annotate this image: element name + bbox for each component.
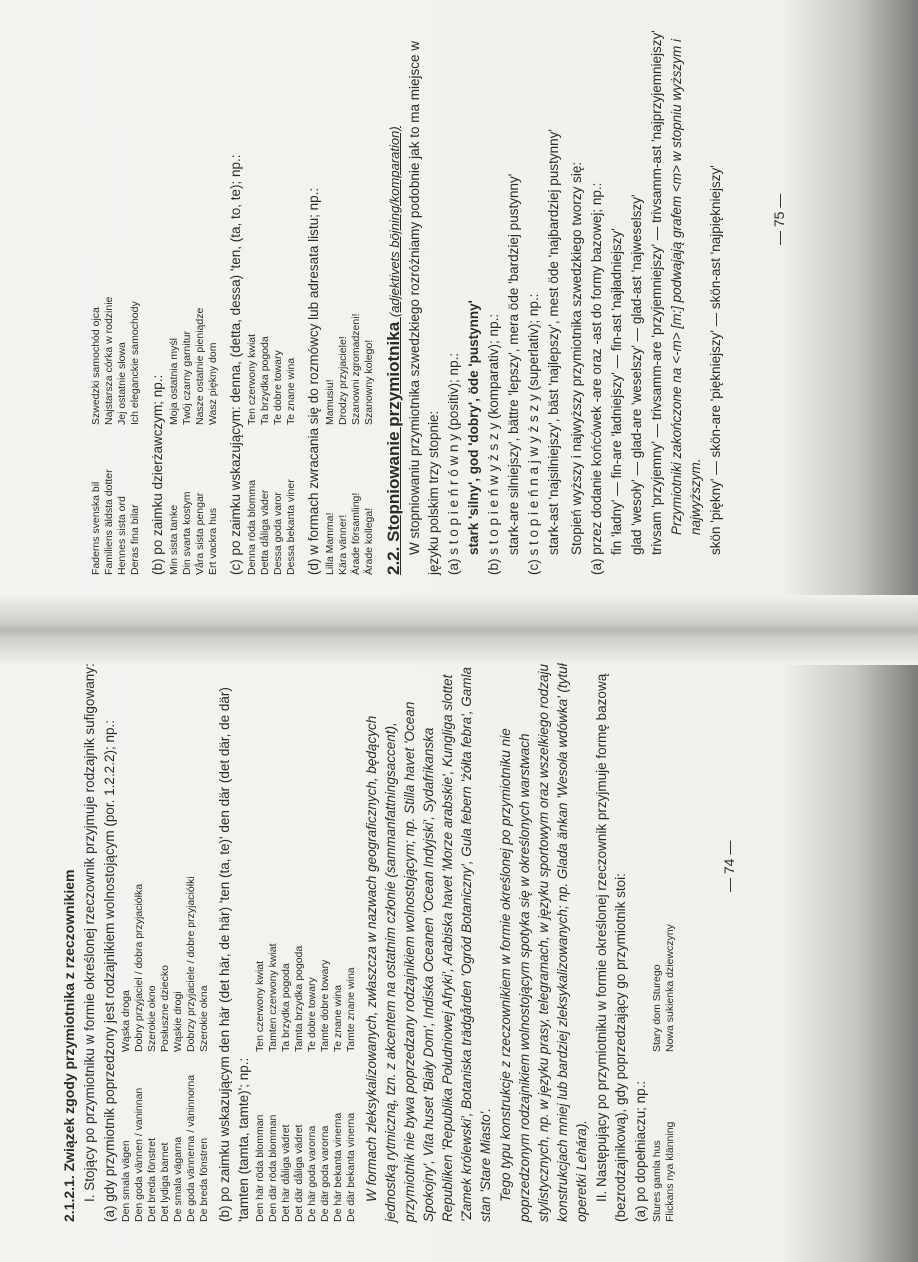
swedish-example: Dessa bekanta viner <box>285 479 297 575</box>
example-row <box>324 15 337 575</box>
example-row <box>363 15 376 575</box>
example-row <box>207 15 220 575</box>
polish-translation: Nasze ostatnie pieniądze <box>194 307 206 425</box>
example-row <box>90 15 103 575</box>
swedish-example: Det breda fönstret <box>146 1137 158 1222</box>
paragraph: skön 'piękny' — skön-are 'piękniejszy' — skön-ast 'najpiękniejszy' <box>708 165 723 555</box>
swedish-example: Faderns svenska bil <box>90 481 102 575</box>
paragraph: W formach zleksykalizowanych, zwłaszcza w nazwach geograficznych, będących jednostką rytmiczną, tzn. z akcentem na ostatnim członie (sammanfattningsaccent), przymiotnik nie bywa poprzedzany rodzajnikiem wolnostojącym; np. Stilla havet 'Ocean Spokojny', Vita huset 'Biały Dom', Indiska Oceanen 'Ocean Indyjski', Sydafrikanska Republiken 'Republika Południowej Afryki', Arabiska havet 'Morze arabskie', Kungliga slottet 'Zamek królewski', Botaniska trädgården 'Ogród Botaniczny', Gula febern 'żółta febra', Gamla stan 'Stare Miasto'. <box>364 667 493 1222</box>
swedish-example: Lilla Mamma! <box>324 512 336 575</box>
polish-translation: Szanowny kolego! <box>363 339 375 425</box>
example-row <box>319 662 332 1222</box>
polish-translation: Szanowni zgromadzeni! <box>350 313 362 425</box>
polish-translation: Te dobre towary <box>272 350 284 425</box>
paragraph: Tego typu konstrukcje z rzeczownikiem w formie określonej po przymiotniku nie poprzedzonym rodzajnikiem wolnostojącym spotyka się w określonych warstwach stylistycznych, np. w języku prasy, telegramach, w języku sportowym oraz wszelkiego rodzaju konstrukcjach mniej lub bardziej zleksykalizowanych; np. Glada änkan 'Wesoła wdówka' (tytuł operetki Lehára). <box>498 663 589 1222</box>
example-row <box>103 15 116 575</box>
polish-translation: Ta brzydka pogoda <box>259 336 271 425</box>
paragraph: Stopień wyższy i najwyższy przymiotnika szwedzkiego tworzy się: <box>569 161 584 555</box>
example-row <box>133 662 146 1222</box>
swedish-example: De där goda varorna <box>319 1125 331 1222</box>
swedish-example: De goda vännerna / väninnorna <box>185 1074 197 1222</box>
example-row <box>129 15 142 575</box>
paragraph: II. Następujący po przymiotniku w formie określonej rzeczownik przyjmuje formę bazową (bezrodzajnikową), gdy poprzedzający go przymiotnik stoi: <box>594 673 628 1222</box>
polish-translation: Wasz piękny dom <box>207 342 219 425</box>
polish-translation: Wąskie drogi <box>172 991 184 1052</box>
section-heading: 2.1.2.1. Związek zgody przymiotnika z rzeczownikiem <box>61 869 77 1222</box>
polish-translation: Dobry przyjaciel / dobra przyjaciółka <box>133 883 145 1052</box>
example-row <box>194 15 207 575</box>
swedish-example: De här goda varorna <box>306 1125 318 1222</box>
example-list <box>246 15 298 575</box>
swedish-example: Kära vänner! <box>337 514 349 575</box>
polish-translation: Twój czarny garnitur <box>181 331 193 425</box>
example-row <box>280 662 293 1222</box>
example-list <box>651 662 677 1222</box>
polish-translation: Szerokie okna <box>198 985 210 1052</box>
paragraph: stark 'silny', god 'dobry', öde 'pustynny' <box>466 300 481 555</box>
paragraph: (a) gdy przymiotnik poprzedzony jest rodzajnikiem wolnostojącym (por. 1.2.2.2); np.: <box>102 720 117 1222</box>
example-list <box>254 662 358 1222</box>
page-number: — 75 — <box>771 193 787 245</box>
paragraph: trivsam 'przyjemny' — trivsamm-are 'przyjemniejszy' — trivsamm-ast 'najprzyjemniejszy' <box>649 30 664 555</box>
example-row <box>350 15 363 575</box>
paragraph: Przymiotniki zakończone na <-m> [m:] podwajają grafem <m> w stopniu wyższym i najwyższym. <box>669 39 703 535</box>
polish-translation: Tamten czerwony kwiat <box>267 943 279 1052</box>
polish-translation: Mamusiu! <box>324 379 336 425</box>
paragraph: stark-ast 'najsilniejszy', bäst 'najlepszy', mest öde 'najbardziej pustynny' <box>546 129 561 555</box>
swedish-example: Den där röda blomman <box>267 1114 279 1222</box>
paragraph: (a) s t o p i e ń r ó w n y (positiv); np.: <box>446 352 461 575</box>
polish-translation: Stary dom Sturego <box>651 964 663 1052</box>
example-row <box>267 662 280 1222</box>
swedish-example: De breda fönstren <box>198 1137 210 1222</box>
swedish-example: Hennes sista ord <box>116 496 128 575</box>
polish-translation: Najstarsza córka w rodzinie <box>103 296 115 425</box>
polish-translation: Posłuszne dziecko <box>159 965 171 1052</box>
swedish-example: Den här röda blomman <box>254 1114 266 1222</box>
swedish-example: Detta dåliga väder <box>259 489 271 575</box>
page-74 <box>60 662 760 1222</box>
example-list <box>120 662 211 1222</box>
paragraph: I. Stojący po przymiotniku w formie określonej rzeczownik przyjmuje rodzajnik sufigowany: <box>82 663 97 1202</box>
swedish-example: Dessa goda varor <box>272 492 284 575</box>
example-row <box>181 15 194 575</box>
example-row <box>306 662 319 1222</box>
example-row <box>120 662 133 1222</box>
book-gutter <box>0 595 918 665</box>
swedish-example: Ert vackra hus <box>207 507 219 575</box>
swedish-example: Familiens äldsta dotter <box>103 469 115 575</box>
swedish-example: Deras fina bilar <box>129 504 141 575</box>
section-title-text: 2.2. Stopniowanie przymiotnika <box>384 321 403 575</box>
example-list <box>168 15 220 575</box>
example-row <box>254 662 267 1222</box>
paragraph: (b) po zaimku wskazującym den här (det här, de här) 'ten (ta, te)' den där (det där, de där) 'tamten (tamta, tamte)'; np.: <box>217 687 251 1222</box>
polish-translation: Tamte dobre towary <box>319 959 331 1052</box>
paragraph: (b) po zaimku dzierżawczym; np.: <box>150 374 165 575</box>
swedish-example: De där bekanta vinerna <box>345 1112 357 1222</box>
polish-translation: Tamte znane wina <box>345 967 357 1052</box>
example-row <box>159 662 172 1222</box>
example-row <box>185 662 198 1222</box>
polish-translation: Moja ostatnia myśl <box>168 338 180 425</box>
swedish-example: Flickans nya klänning <box>664 1121 676 1222</box>
swedish-example: Min sista tanke <box>168 504 180 575</box>
page-75 <box>90 15 810 575</box>
polish-translation: Tamta brzydka pogoda <box>293 945 305 1052</box>
example-row <box>172 662 185 1222</box>
example-list <box>324 15 376 575</box>
polish-translation: Szwedzki samochód ojca <box>90 307 102 425</box>
section-title <box>384 15 404 575</box>
polish-translation: Ich eleganckie samochody <box>129 301 141 425</box>
paragraph: (a) przez dodanie końcówek -are oraz -ast do formy bazowej; np.: <box>589 182 604 575</box>
swedish-example: Ärade församling! <box>350 492 362 575</box>
paragraph: fin 'ładny' — fin-are 'ładniejszy' — fin-ast 'najładniejszy' <box>609 228 624 555</box>
page-number: — 74 — <box>721 840 737 892</box>
paragraph: W stopniowaniu przymiotnika szwedzkiego rozróżniamy podobnie jak to ma miejsce w języku polskim trzy stopnie: <box>407 41 441 575</box>
polish-translation: Wąska droga <box>120 990 132 1052</box>
polish-translation: Drodzy przyjaciele! <box>337 336 349 425</box>
polish-translation: Nowa sukienka dziewczyny <box>664 924 676 1052</box>
swedish-example: Det här dåliga vädret <box>280 1124 292 1222</box>
example-row <box>198 662 211 1222</box>
example-row <box>116 15 129 575</box>
swedish-example: De här bekanta vinerna <box>332 1112 344 1222</box>
example-row <box>272 15 285 575</box>
polish-translation: Te znane wina <box>332 984 344 1052</box>
paragraph: glad 'wesoły' — glad-are 'weselszy' — glad-ast 'najweselszy' <box>629 194 644 555</box>
paragraph: (d) w formach zwracania się do rozmówcy lub adresata listu; np.: <box>306 187 321 575</box>
paragraph: (c) po zaimku wskazującym: denna, (detta, dessa) 'ten, (ta, to, te); np.: <box>228 154 243 575</box>
swedish-example: Våra sista pengar <box>194 492 206 575</box>
polish-translation: Te dobre towary <box>306 977 318 1052</box>
polish-translation: Szerokie okno <box>146 985 158 1052</box>
polish-translation: Ta brzydka pogoda <box>280 963 292 1052</box>
swedish-example: Denna röda blomma <box>246 479 258 575</box>
swedish-example: Den goda vännen / vaninnan <box>133 1087 145 1222</box>
example-row <box>651 662 664 1222</box>
polish-translation: Ten czerwony kwiat <box>246 333 258 425</box>
example-row <box>246 15 259 575</box>
example-row <box>146 662 159 1222</box>
example-row <box>285 15 298 575</box>
example-row <box>168 15 181 575</box>
swedish-example: Det där dåliga vädret <box>293 1124 305 1222</box>
example-row <box>332 662 345 1222</box>
example-row <box>259 15 272 575</box>
paragraph: (a) po dopełniaczu; np.: <box>633 1080 648 1222</box>
swedish-example: Din svarta kostym <box>181 491 193 575</box>
swedish-example: Ärade kollega! <box>363 507 375 575</box>
section-subtitle: (adjektivets böjning/komparation) <box>387 126 402 318</box>
swedish-example: Stures gamla hus <box>651 1140 663 1222</box>
paragraph: (c) s t o p i e ń n a j w y ż s z y (superlativ); np.: <box>526 293 541 575</box>
polish-translation: Te znane wina <box>285 357 297 425</box>
paragraph: stark-are silniejszy', bättre 'lepszy', mera öde 'bardziej pustynny' <box>506 173 521 555</box>
example-row <box>345 662 358 1222</box>
polish-translation: Ten czerwony kwiat <box>254 960 266 1052</box>
swedish-example: De smala vägarna <box>172 1136 184 1222</box>
example-row <box>337 15 350 575</box>
polish-translation: Jej ostatnie słowa <box>116 342 128 425</box>
swedish-example: Det lydiga barnet <box>159 1142 171 1222</box>
polish-translation: Dobrzy przyjaciele / dobre przyjaciółki <box>185 876 197 1052</box>
paragraph: (b) s t o p i e ń w y ż s z y (komparativ); np.: <box>486 313 501 575</box>
swedish-example: Den smala vägen <box>120 1140 132 1222</box>
example-row <box>664 662 677 1222</box>
example-list <box>90 15 142 575</box>
example-row <box>293 662 306 1222</box>
